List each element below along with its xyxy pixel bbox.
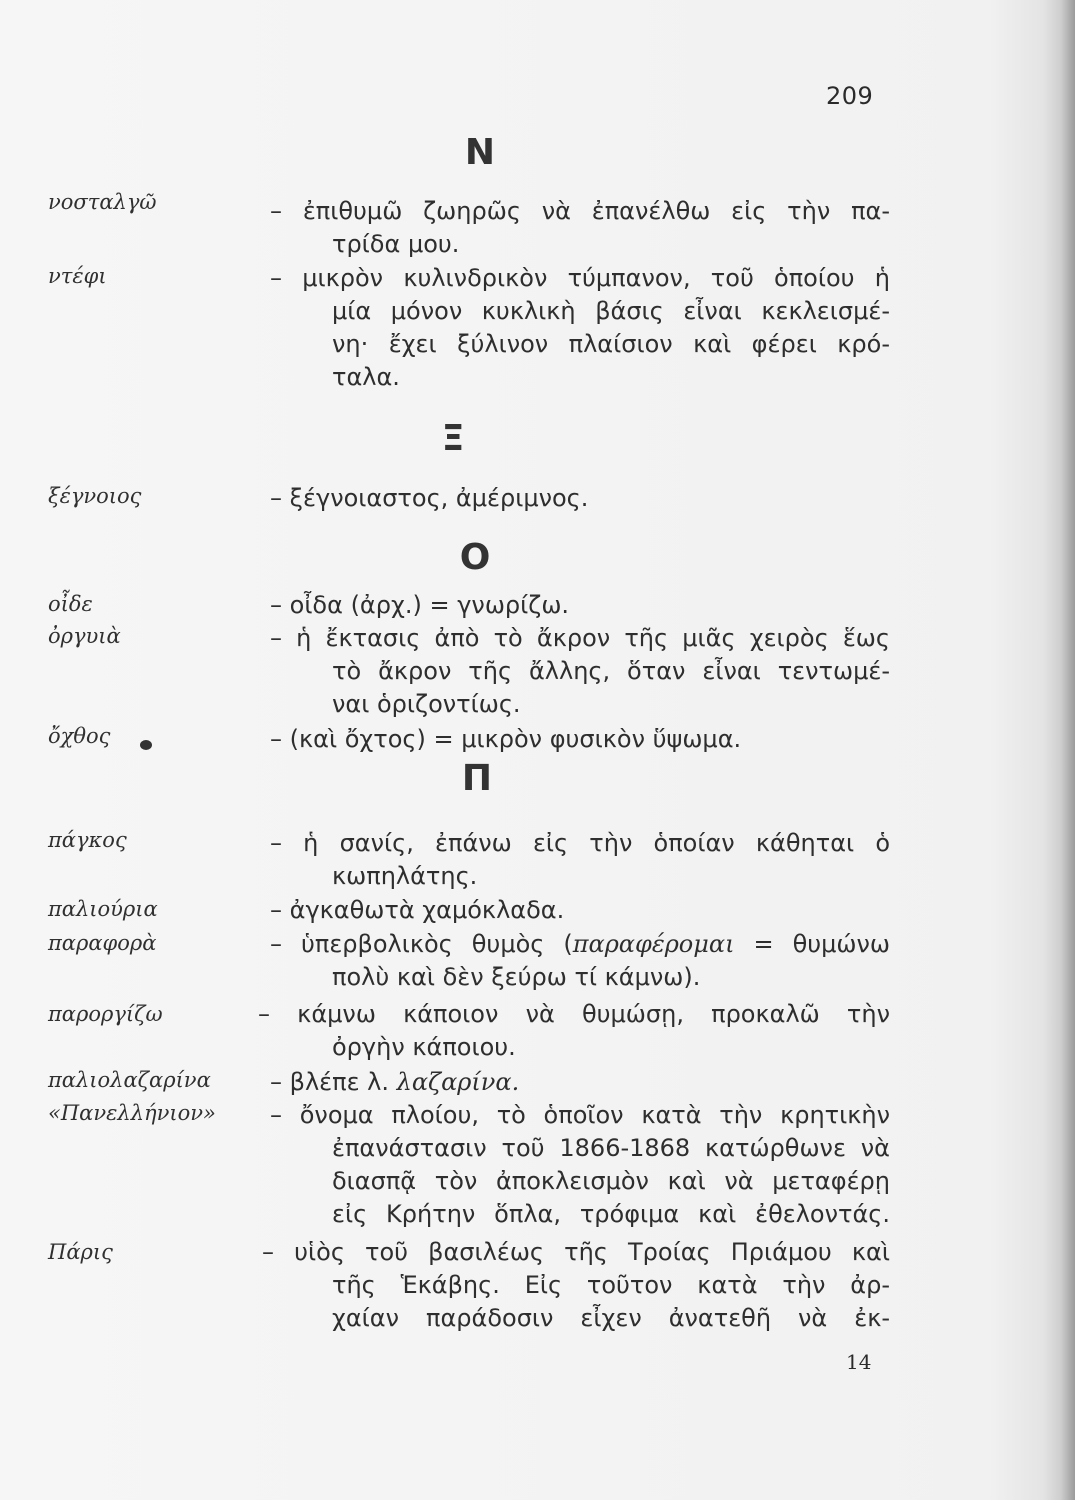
- ink-smudge: [140, 740, 152, 750]
- definition-line: [270, 1068, 519, 1096]
- definition-parorgizo: [258, 998, 890, 1064]
- section-letter-omicron: Ο: [459, 537, 491, 578]
- term-paliouria: παλιούρια: [48, 897, 158, 921]
- definition-line: ἐπανάστασιν τοῦ 1866-1868 κατώρθωνε νὰ: [332, 1134, 890, 1162]
- definition-paris: [262, 1236, 890, 1335]
- definition-xegnoios: [270, 482, 890, 515]
- definition-line: – (καὶ ὄχτος) = μικρὸν φυσικὸν ὕψωμα.: [270, 725, 742, 753]
- definition-line: ὀργὴν κάποιου.: [332, 1033, 516, 1061]
- definition-nostalgo: [270, 195, 890, 261]
- definition-line: τῆς Ἑκάβης. Εἰς τοῦτον κατὰ τὴν ἀρ-: [332, 1271, 890, 1299]
- definition-line: – ἐπιθυμῶ ζωηρῶς νὰ ἐπανέλθω εἰς τὴν πα-: [270, 197, 890, 225]
- definition-ntefi: [270, 262, 890, 394]
- page-number: 209: [826, 82, 874, 110]
- definition-line: χαίαν παράδοσιν εἶχεν ἀνατεθῆ νὰ ἐκ-: [332, 1304, 890, 1332]
- definition-line: ναι ὁριζοντίως.: [332, 690, 521, 718]
- term-pagkos: πάγκος: [48, 828, 127, 852]
- definition-text: = θυμώνω: [734, 930, 891, 958]
- definition-line: διασπᾷ τὸν ἀποκλεισμὸν καὶ νὰ μεταφέρῃ: [332, 1167, 890, 1195]
- definition-line: – ὄνομα πλοίου, τὸ ὁποῖον κατὰ τὴν κρητικὴν: [270, 1101, 890, 1129]
- definition-line: – ξέγνοιαστος, ἀμέριμνος.: [270, 484, 589, 512]
- term-orgyia: ὀργυιὰ: [48, 624, 121, 648]
- definition-text: – βλέπε λ.: [270, 1068, 397, 1096]
- signature-mark: 14: [846, 1350, 872, 1374]
- section-letter-xi: Ξ: [441, 418, 465, 459]
- definition-line: [270, 928, 890, 961]
- definition-pagkos: [270, 827, 890, 893]
- definition-line: μία μόνον κυκλικὴ βάσις εἶναι κεκλεισμέ-: [332, 297, 890, 325]
- definition-line: – ἡ ἔκτασις ἀπὸ τὸ ἄκρον τῆς μιᾶς χειρὸς ἕως: [270, 624, 890, 652]
- cross-reference: λαζαρίνα.: [396, 1068, 520, 1096]
- term-panellinion: «Πανελλήνιον»: [48, 1101, 216, 1125]
- term-paris: Πάρις: [48, 1240, 113, 1264]
- term-paliolazarina: παλιολαζαρίνα: [48, 1068, 211, 1092]
- definition-line: νη· ἔχει ξύλινον πλαίσιον καὶ φέρει κρό-: [332, 330, 890, 358]
- definition-line: – οἶδα (ἀρχ.) = γνωρίζω.: [270, 591, 570, 619]
- term-nostalgo: νοσταλγῶ: [48, 190, 157, 214]
- definition-line: εἰς Κρήτην ὅπλα, τρόφιμα καὶ ἐθελοντάς.: [332, 1200, 890, 1228]
- definition-line: ταλα.: [332, 363, 400, 391]
- definition-line: – κάμνω κάποιον νὰ θυμώσῃ, προκαλῶ τὴν: [258, 1000, 890, 1028]
- definition-line: τρίδα μου.: [332, 230, 460, 258]
- section-letter-nu: Ν: [464, 132, 496, 173]
- definition-orgyia: [270, 622, 890, 721]
- term-parorgizo: παροργίζω: [48, 1002, 163, 1026]
- term-parafora: παραφορὰ: [48, 931, 157, 955]
- term-oide: οἶδε: [48, 592, 93, 616]
- definition-ochthos: [270, 723, 890, 756]
- page-edge-shadow: [1061, 0, 1075, 1500]
- definition-panellinion: [270, 1099, 890, 1231]
- definition-line: – υἱὸς τοῦ βασιλέως τῆς Τροίας Πριάμου καὶ: [262, 1238, 890, 1266]
- term-xegnoios: ξέγνοιος: [48, 484, 142, 508]
- definition-line: τὸ ἄκρον τῆς ἄλλης, ὅταν εἶναι τεντωμέ-: [332, 657, 890, 685]
- definition-text: – ὑπερβολικὸς θυμὸς (: [270, 930, 573, 958]
- definition-paliolazarina: [270, 1066, 890, 1099]
- term-ntefi: ντέφι: [48, 264, 107, 288]
- definition-line: – ἡ σανίς, ἐπάνω εἰς τὴν ὁποίαν κάθηται ὁ: [270, 829, 890, 857]
- definition-line: – ἀγκαθωτὰ χαμόκλαδα.: [270, 896, 565, 924]
- section-letter-pi: Π: [461, 758, 493, 799]
- definition-italic-term: παραφέρομαι: [572, 930, 735, 958]
- definition-line: – μικρὸν κυλινδρικὸν τύμπανον, τοῦ ὁποίου ἡ: [270, 264, 890, 292]
- definition-oide: [270, 589, 890, 622]
- definition-paliouria: [270, 894, 890, 927]
- definition-parafora: [270, 928, 890, 994]
- definition-line: κωπηλάτης.: [332, 862, 478, 890]
- definition-line: πολὺ καὶ δὲν ξεύρω τί κάμνω).: [332, 963, 701, 991]
- term-ochthos: ὄχθος: [48, 724, 111, 748]
